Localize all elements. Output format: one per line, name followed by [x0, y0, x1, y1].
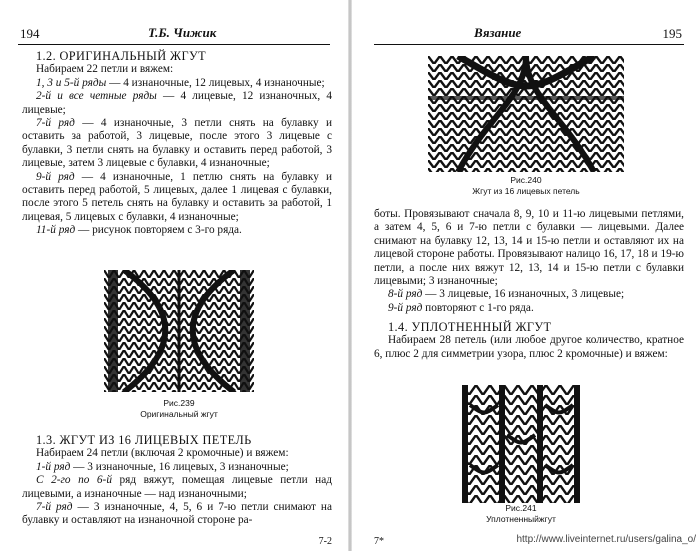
section-original-cable — [22, 50, 332, 238]
row-instruction: 8-й ряд — 3 лицевые, 16 изнаночных, 3 лицевые; — [388, 288, 625, 301]
continuation-text: боты. Провязывают сначала 8, 9, 10 и 11-ю лицевыми петлями, а затем 4, 5, 6 и 7-ю петли с булавки — лицевыми. Далее снимают на булавку 12, 13, 14 и 15-ю петли и оставляют их на лицевой стороне работы. Провязывают налицо 16, 17, 18 и 19-ю петли, а после них вяжут 12, 13, 14 и 15-ю петли с булавки лицевыми; 3 изнаночные; — [374, 208, 684, 288]
figure-number: Рис.240 — [510, 175, 542, 185]
section-intro: Набираем 28 петель (или любое другое количество, кратное 6, плюс 2 для симметрии узора, плюс 2 кромочные) и вяжем: — [374, 334, 684, 360]
figure-number: Рис.241 — [505, 503, 537, 513]
right-page-header — [374, 24, 684, 45]
left-page — [0, 0, 348, 551]
row-instruction: 7-й ряд — 4 изнаночные, 3 петли снять на булавку и оставить за работой, 3 лицевые, после этого 3 лицевые с булавки, 3 петли снять на булавку и оставить перед работой, 3 лицевые, затем 3 лицевые с булавки, 4 изнаночные; — [22, 117, 332, 170]
row-instruction: 2-й и все четные ряды — 4 лицевые, 12 изнаночных, 4 лицевые; — [22, 90, 333, 116]
page-footer: 7-2 — [318, 536, 332, 547]
left-page-header — [18, 24, 330, 45]
row-instruction: 1-й ряд — 3 изнаночные, 16 лицевых, 3 изнаночные; — [36, 460, 289, 473]
knitting-figure-241 — [462, 385, 580, 503]
page-footer: 7* — [374, 536, 384, 547]
row-instruction: 7-й ряд — 3 изнаночные, 4, 5, 6 и 7-ю петли снимают на булавку и оставляют на изнаночной стороне ра- — [22, 501, 332, 527]
row-instruction: С 2-го по 6-й ряд вяжут, помещая лицевые петли над лицевыми, а изнаночные — над изнаночными; — [22, 474, 332, 500]
row-instruction: 1, 3 и 5-й ряды — 4 изнаночные, 12 лицевых, 4 изнаночные; — [36, 76, 325, 89]
knitting-figure-240 — [428, 56, 624, 172]
row-instruction: 11-й ряд — рисунок повторяем с 3-го ряда. — [36, 224, 242, 237]
section-dense-cable — [374, 321, 684, 361]
section-intro: Набираем 24 петли (включая 2 кромочные) и вяжем: — [36, 447, 289, 460]
right-page — [352, 0, 700, 551]
figure-caption — [456, 503, 586, 525]
running-head: Т.Б. Чижик — [148, 25, 217, 40]
figure-caption — [104, 398, 254, 420]
section-16-stitch-cable — [22, 434, 332, 528]
running-head: Вязание — [474, 25, 522, 40]
section-intro: Набираем 22 петли и вяжем: — [36, 63, 174, 76]
page-number: 194 — [20, 26, 40, 41]
figure-title: Оригинальный жгут — [140, 409, 218, 419]
page-number: 195 — [662, 26, 682, 41]
figure-number: Рис.239 — [163, 398, 195, 408]
row-instruction: 9-й ряд повторяют с 1-го ряда. — [388, 301, 534, 314]
section-title: 1.2. ОРИГИНАЛЬНЫЙ ЖГУТ — [36, 49, 206, 63]
watermark-url: http://www.liveinternet.ru/users/galina_o/ — [516, 534, 696, 545]
figure-title: Уплотненныйжгут — [486, 514, 556, 524]
section-title: 1.3. ЖГУТ ИЗ 16 ЛИЦЕВЫХ ПЕТЕЛЬ — [36, 433, 252, 447]
section-title: 1.4. УПЛОТНЕННЫЙ ЖГУТ — [388, 320, 552, 334]
row-instruction: 9-й ряд — 4 изнаночные, 1 петлю снять на булавку и оставить перед работой, 5 лицевых, далее 1 лицевая с булавки, после этого 5 петель снять на булавку и оставить за работой, 1 лицевая, 5 лицевых с булавки, 4 изнаночные; — [22, 170, 332, 223]
figure-caption — [428, 175, 624, 197]
knitting-figure-239 — [104, 270, 254, 392]
figure-title: Жгут из 16 лицевых петель — [472, 186, 580, 196]
section-16-stitch-cable-continued — [374, 208, 684, 315]
